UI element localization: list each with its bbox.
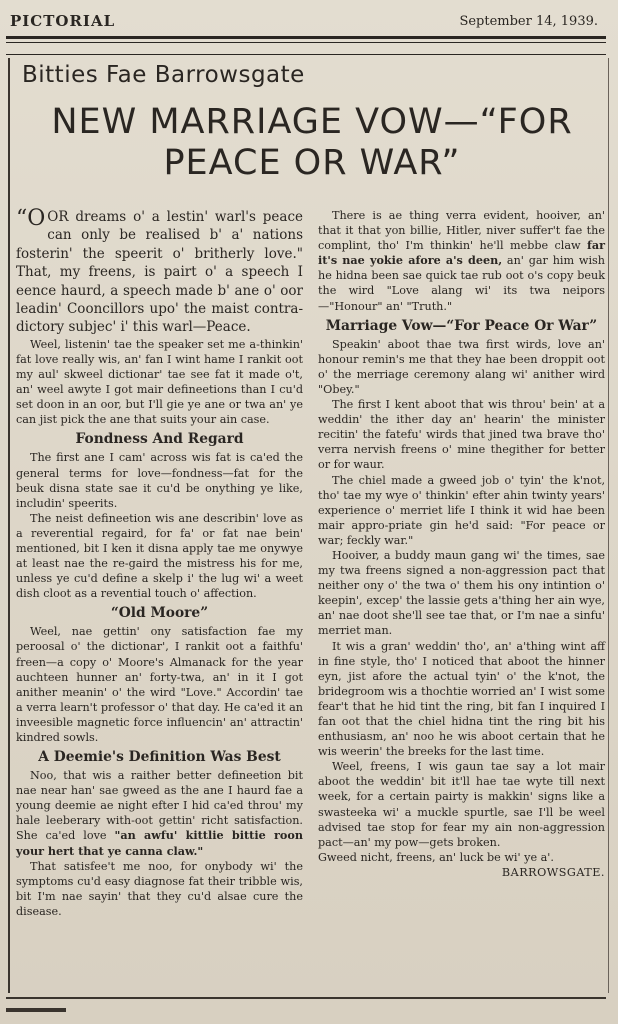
- author-signature: BARROWSGATE.: [501, 865, 605, 879]
- subheading-marriage-vow: Marriage Vow—“For Peace Or War”: [325, 317, 598, 334]
- subheading-old-moore: “Old Moore”: [110, 605, 209, 622]
- bottom-rule: [6, 997, 606, 999]
- closing-line: Gweed nicht, freens, an' luck be wi' ye a'. BARROWSGATE.: [318, 850, 605, 879]
- issue-date: September 14, 1939.: [459, 14, 598, 29]
- bottom-ornament: [6, 1008, 66, 1012]
- publication-name: PICTORIAL: [10, 12, 116, 30]
- paragraph: Speakin' aboot thae twa first wirds, love an' honour remin's me that they hae been droppit oot o' the merriage ceremony alang wi' anither wird "Obey.": [318, 337, 605, 396]
- frame-top-rule: [6, 54, 606, 55]
- bold-quote: "an awfu' kittlie bittie roon your hert that ye canna claw.": [16, 828, 303, 858]
- subheading-fondness: Fondness And Regard: [75, 431, 244, 448]
- frame-right-border: [608, 58, 609, 993]
- paragraph: Weel, nae gettin' ony satisfaction fae my peroosal o' the dictionar', I rankit oot a faithfu' freen—a copy o' Moore's Almanack for the year auchteen hunner an' forty-twa, an' in it I got anither meanin' o' the wird "Love." Accordin' tae a verra learn't professor o' that day. He ca'ed it an inveesible magnetic force influencin' an' attractin' kindred sowls.: [16, 625, 303, 744]
- frame-left-border: [8, 58, 10, 993]
- paragraph: There is ae thing verra evident, hooiver, an' that it that yon billie, Hitler, niver suffer't fae the complint, tho' I'm thinkin' he'll mebbe claw far it's nae yokie afore a's deen, an' gar him wish he hidna been sae quick tae rub oot o's copy beuk the wird "Love alang wi' its twa neipors—"Honour" an' "Truth.": [318, 209, 605, 313]
- paragraph: The first I kent aboot that wis throu' bein' at a weddin' the ither day an' hearin' the minister recitin' the fatefu' wirds that jined twa brave tho' verra nervish freens o' mine thegither for better or for waur.: [318, 398, 605, 472]
- opening-paragraph: “OOR dreams o' a lestin' warl's peace can only be realised b' a' nations fosterin' the speerit o' britherly love." That, my freens, is pairt o' a speech I eence haurd, a speech made b' ane o' oor leadin' Cooncillors upo' the maist contra-dictory subjec' i' this warl—Peace.: [16, 206, 303, 336]
- paragraph: Noo, that wis a raither better defineetion bit nae near han' sae gweed as the ane I haurd fae a young deemie ae night efter I hid ca'ed throu' my hale leeberary with-oot gettin' richt satisfaction. She ca'ed love "an awfu' kittlie bittie roon your hert that ye canna claw.": [16, 769, 303, 858]
- article-column-right: [318, 208, 605, 880]
- paragraph: Weel, listenin' tae the speaker set me a-thinkin' fat love really wis, an' fan I wint hame I rankit oot my aul' skweel dictionar' tae see fat it made o't, an' weel awyte I got mair defineetions than I cu'd set doon in an oor, but I'll gie ye ane or twa an' ye can jist pick the ane that suits your ain case.: [16, 337, 303, 427]
- paragraph: The neist defineetion wis ane describin' love as a reverential regaird, for fa' or fat nae bein' mentioned, bit I ken it disna apply tae me onywye at least nae the re-gaird the mistress his for me, unless ye cu'd define a skelp i' the lug wi' a weet dish cloot as a revential touch o' affection.: [16, 511, 303, 601]
- article-headline: NEW MARRIAGE VOW—“FOR PEACE OR WAR”: [51, 102, 573, 183]
- header-rule-thin: [6, 42, 606, 43]
- article-column-left: [16, 208, 303, 919]
- paragraph: Hooiver, a buddy maun gang wi' the times, sae my twa freens signed a non-aggression pact that neither ony o' the twa o' them his ony intintion o' keepin', excep' the lassie gets a'thing her ain wye, an' nae doot she'll see tae that, or I'm nae a sinfu' merriet man.: [318, 548, 605, 638]
- page-header: [10, 10, 606, 32]
- article-kicker: Bitties Fae Barrowsgate: [22, 62, 305, 88]
- header-rule-thick: [6, 36, 606, 39]
- paragraph: Weel, freens, I wis gaun tae say a lot mair aboot the weddin' bit it'll hae tae wyte till next week, for a certain pairty is makkin' signs like a swasteeka wi' a muckle spurtle, sae I'll be weel advised tae stop for fear my ain non-aggression pact—an' my pow—gets broken.: [318, 760, 605, 849]
- paragraph: The chiel made a gweed job o' tyin' the k'not, tho' tae my wye o' thinkin' efter ahin twinty years' experience o' merriet life I think it wid hae been mair appro-priate gin he'd said: "For peace or war; feckly war.": [318, 473, 605, 547]
- paragraph: The first ane I cam' across wis fat is ca'ed the general terms for love—fondness—fat for the beuk disna state sae it cu'd be onything ye like, includin' speerits.: [16, 451, 303, 510]
- drop-cap: “O: [16, 206, 46, 231]
- paragraph: It wis a gran' weddin' tho', an' a'thing wint aff in fine style, tho' I noticed that aboot the hinner eyn, jist afore the actual tyin' o' the k'not, the bridegroom wis a thochtie worried an' I wist some fear't that he hid tint the ring, bit fan I inquired I fan oot that the chiel hidna tint the ring bit his enthusiasm, an' noo he wis aboot certain that he wis weerin' the breeks for the last time.: [318, 639, 605, 759]
- bold-phrase: far it's nae yokie afore a's deen,: [318, 238, 605, 268]
- subheading-deemie: A Deemie's Definition Was Best: [38, 749, 281, 766]
- paragraph: That satisfee't me noo, for onybody wi' the symptoms cu'd easy diagnose fat their tribble wis, bit I'm nae sayin' that they cu'd alsae cure the disease.: [16, 859, 303, 918]
